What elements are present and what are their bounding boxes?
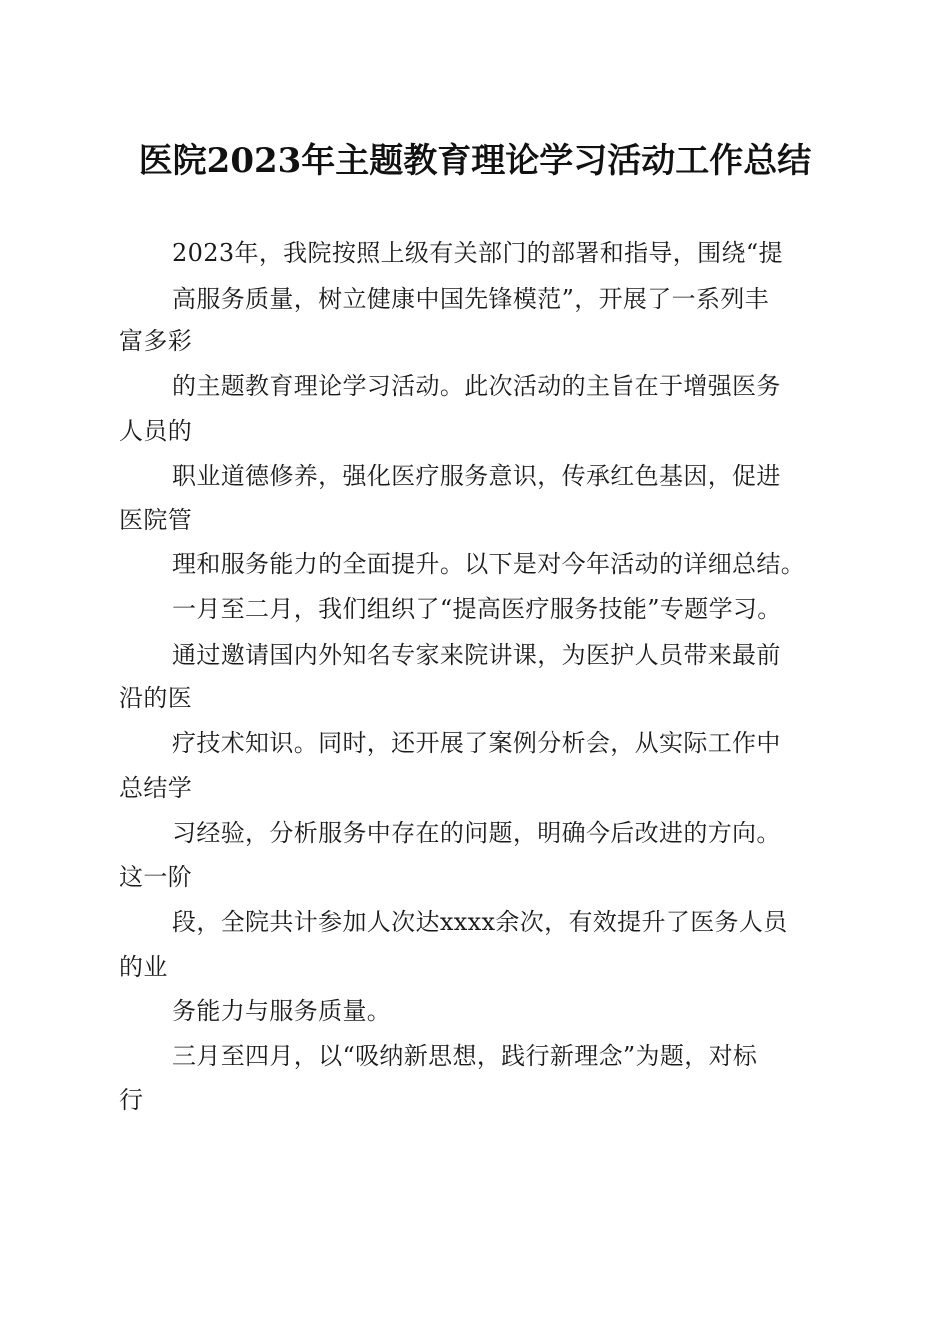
body-line: 2023年，我院按照上级有关部门的部署和指导，围绕“提 bbox=[172, 239, 783, 267]
body-line: 沿的医 bbox=[119, 684, 193, 712]
body-line: 人员的 bbox=[119, 417, 193, 445]
body-line: 的主题教育理论学习活动。此次活动的主旨在于增强医务 bbox=[172, 372, 781, 400]
document-title: 医院2023年主题教育理论学习活动工作总结 bbox=[138, 141, 812, 181]
body-line: 务能力与服务质量。 bbox=[172, 997, 392, 1025]
body-line: 理和服务能力的全面提升。以下是对今年活动的详细总结。 bbox=[172, 550, 806, 578]
body-line: 行 bbox=[119, 1086, 144, 1114]
body-line: 段，全院共计参加人次达xxxx余次，有效提升了医务人员 bbox=[172, 908, 788, 936]
body-line: 疗技术知识。同时，还开展了案例分析会，从实际工作中 bbox=[172, 729, 781, 757]
body-line: 三月至四月，以“吸纳新思想，践行新理念”为题，对标 bbox=[172, 1042, 758, 1070]
body-line: 一月至二月，我们组织了“提高医疗服务技能”专题学习。 bbox=[172, 595, 782, 623]
body-line: 的业 bbox=[119, 953, 168, 981]
body-line: 职业道德修养，强化医疗服务意识，传承红色基因，促进 bbox=[172, 462, 781, 490]
body-line: 通过邀请国内外知名专家来院讲课，为医护人员带来最前 bbox=[172, 641, 781, 669]
body-line: 高服务质量，树立健康中国先锋模范”，开展了一系列丰 bbox=[172, 285, 770, 313]
body-line: 富多彩 bbox=[119, 327, 193, 355]
body-line: 这一阶 bbox=[119, 863, 193, 891]
body-line: 习经验，分析服务中存在的问题，明确今后改进的方向。 bbox=[172, 819, 781, 847]
body-line: 医院管 bbox=[119, 506, 193, 534]
body-line: 总结学 bbox=[119, 774, 193, 802]
